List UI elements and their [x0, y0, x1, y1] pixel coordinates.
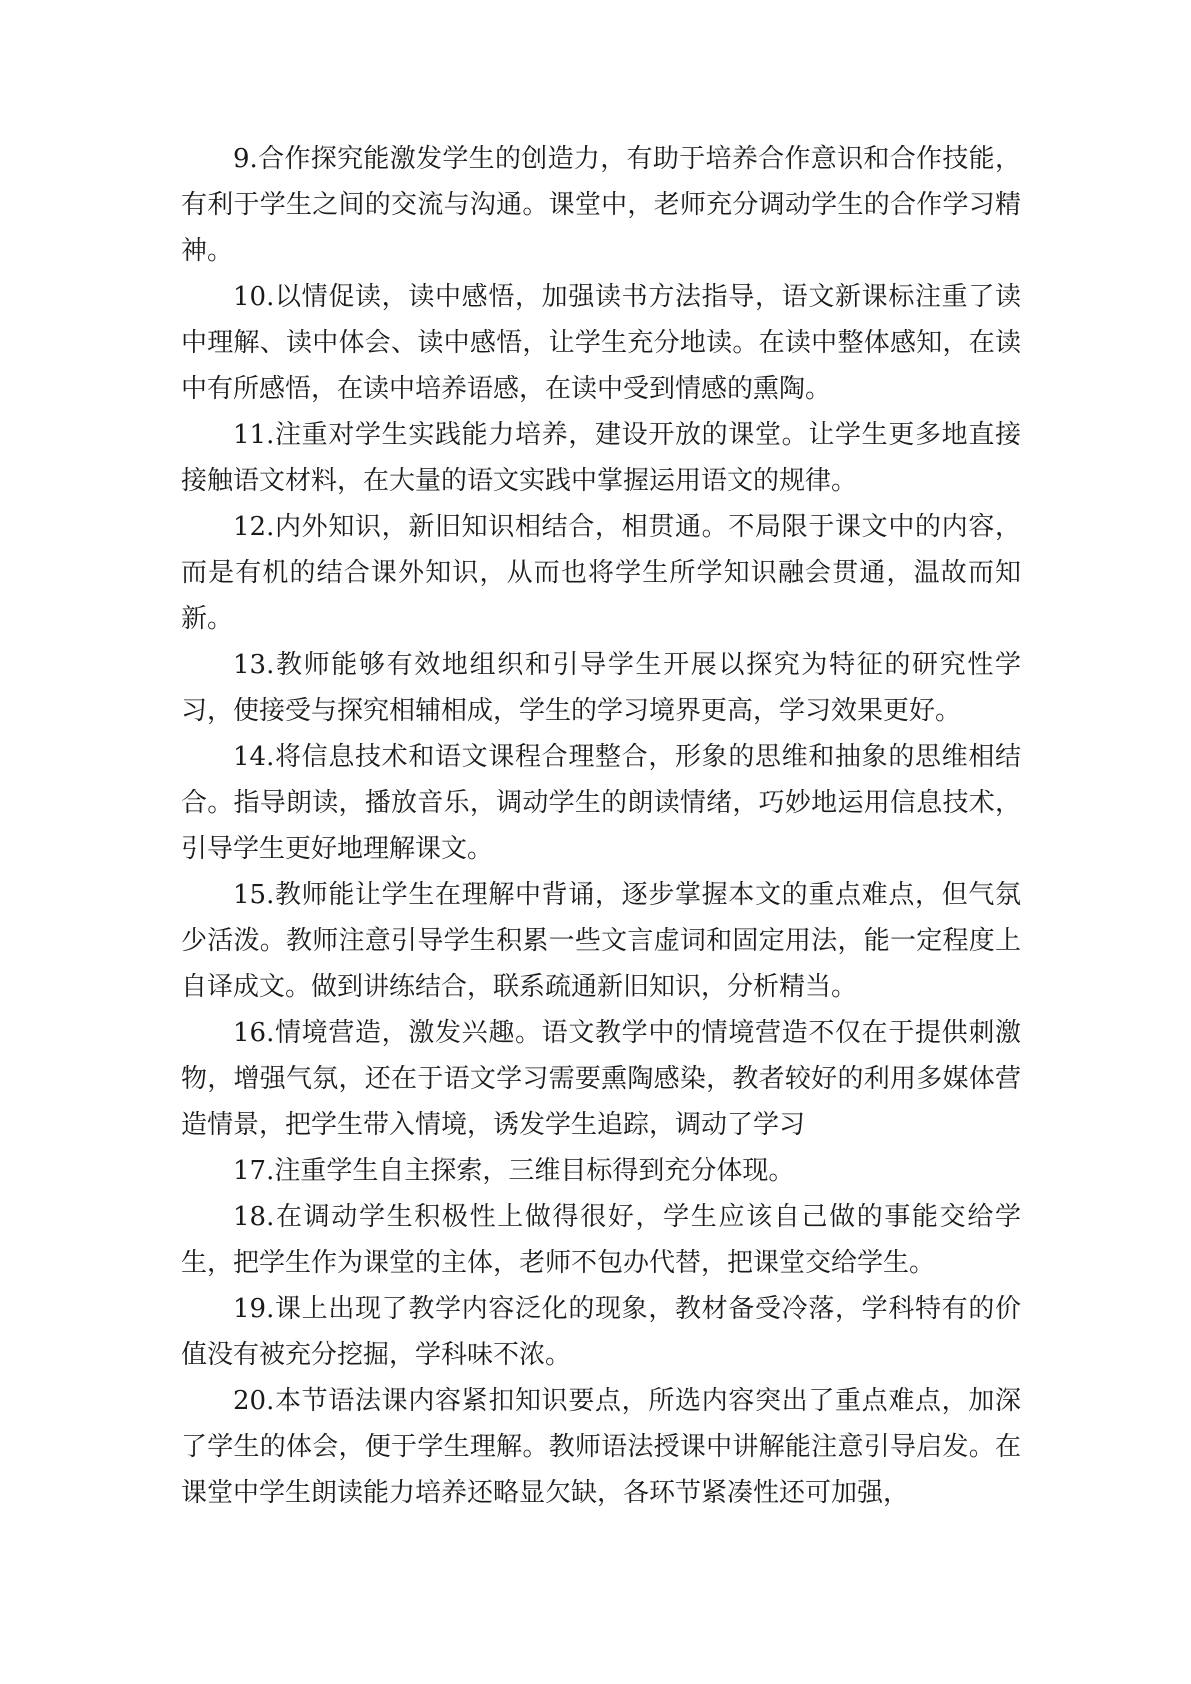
- paragraph-10: 10.以情促读，读中感悟，加强读书方法指导，语文新课标注重了读中理解、读中体会、读中感悟，让学生充分地读。在读中整体感知，在读中有所感悟，在读中培养语感，在读中受到情感的熏陶。: [181, 282, 1021, 404]
- paragraph-14: 14.将信息技术和语文课程合理整合，形象的思维和抽象的思维相结合。指导朗读，播放音乐，调动学生的朗读情绪，巧妙地运用信息技术，引导学生更好地理解课文。: [181, 742, 1021, 864]
- paragraph-19: 19.课上出现了教学内容泛化的现象，教材备受冷落，学科特有的价值没有被充分挖掘，学科味不浓。: [181, 1294, 1021, 1370]
- paragraph-18: 18.在调动学生积极性上做得很好，学生应该自己做的事能交给学生，把学生作为课堂的主体，老师不包办代替，把课堂交给学生。: [181, 1202, 1021, 1278]
- paragraph-13: 13.教师能够有效地组织和引导学生开展以探究为特征的研究性学习，使接受与探究相辅相成，学生的学习境界更高，学习效果更好。: [181, 650, 1021, 726]
- paragraph-17: 17.注重学生自主探索，三维目标得到充分体现。: [233, 1156, 795, 1186]
- paragraph-16: 16.情境营造，激发兴趣。语文教学中的情境营造不仅在于提供刺激物，增强气氛，还在于语文学习需要熏陶感染，教者较好的利用多媒体营造情景，把学生带入情境，诱发学生追踪，调动了学习: [181, 1018, 1021, 1140]
- paragraph-20: 20.本节语法课内容紧扣知识要点，所选内容突出了重点难点，加深了学生的体会，便于学生理解。教师语法授课中讲解能注意引导启发。在课堂中学生朗读能力培养还略显欠缺，各环节紧凑性还可加强，: [181, 1386, 1021, 1508]
- document-body: [181, 136, 1021, 1516]
- paragraph-9: 9.合作探究能激发学生的创造力，有助于培养合作意识和合作技能，有利于学生之间的交流与沟通。课堂中，老师充分调动学生的合作学习精神。: [181, 144, 1021, 266]
- paragraph-15: 15.教师能让学生在理解中背诵，逐步掌握本文的重点难点，但气氛少活泼。教师注意引导学生积累一些文言虚词和固定用法，能一定程度上自译成文。做到讲练结合，联系疏通新旧知识，分析精当。: [181, 880, 1021, 1002]
- paragraph-11: 11.注重对学生实践能力培养，建设开放的课堂。让学生更多地直接接触语文材料，在大量的语文实践中掌握运用语文的规律。: [181, 420, 1021, 496]
- paragraph-12: 12.内外知识，新旧知识相结合，相贯通。不局限于课文中的内容，而是有机的结合课外知识，从而也将学生所学知识融会贯通，温故而知新。: [181, 512, 1021, 634]
